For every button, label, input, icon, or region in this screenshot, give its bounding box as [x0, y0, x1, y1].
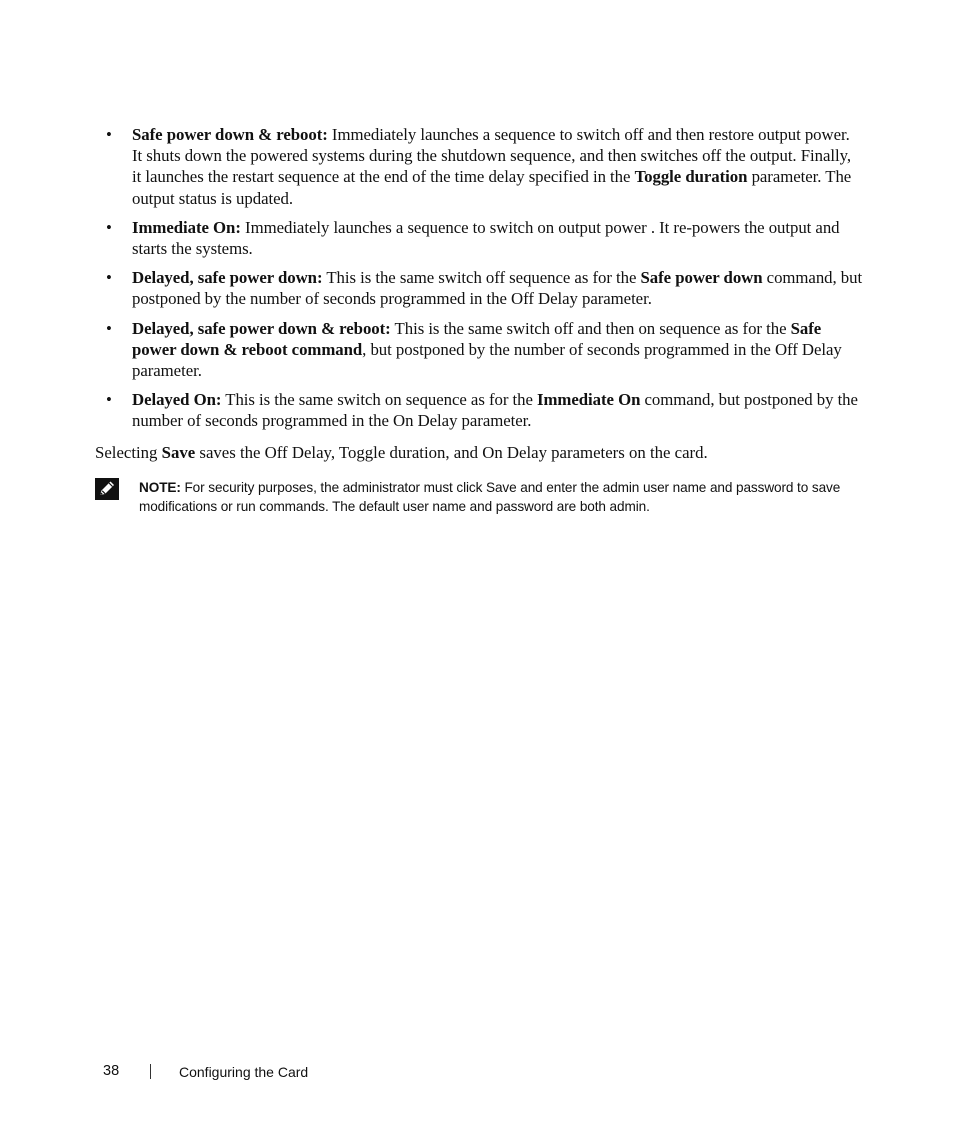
list-item	[104, 217, 864, 259]
bullet-text: This is the same switch off sequence as for the	[322, 268, 641, 288]
bullet-marker: •	[106, 390, 112, 410]
bullet-term: Delayed On:	[132, 390, 222, 410]
list-item	[104, 124, 864, 209]
bullet-text: This is the same switch on sequence as for the	[221, 390, 538, 410]
paragraph-bold-save: Save	[161, 443, 196, 462]
bullet-term-inline: Immediate On	[537, 390, 641, 410]
bullet-list	[104, 124, 864, 440]
bullet-marker: •	[106, 318, 112, 338]
bullet-term: Immediate On:	[132, 217, 241, 237]
bullet-term-inline: Toggle duration	[634, 167, 748, 187]
note-label: NOTE:	[139, 480, 181, 495]
bullet-term: Delayed, safe power down:	[132, 268, 323, 288]
page-number: 38	[103, 1063, 120, 1079]
bullet-text-end: command, but postponed by the number of seconds programmed in the On Delay parameter.	[132, 390, 858, 431]
bullet-term-inline: Safe power down	[640, 268, 763, 288]
bullet-term: Safe power down & reboot:	[132, 125, 328, 144]
bullet-text: This is the same switch off and then on sequence as for the	[390, 318, 791, 338]
note-text	[139, 478, 879, 516]
bullet-text-end: , but postponed by the number of seconds programmed in the Off Delay parameter.	[132, 339, 842, 381]
list-item	[104, 267, 864, 309]
bullet-term-inline: Safe power down & reboot command	[132, 318, 822, 359]
bullet-term: Delayed, safe power down & reboot:	[132, 318, 391, 338]
footer-section-title: Configuring the Card	[179, 1064, 309, 1080]
save-paragraph	[95, 442, 875, 463]
bullet-text: Immediately launches a sequence to switch off and then restore output power. It shuts down the powered systems during the shutdown sequence, and then switches off the output. Finally, it launches the restart sequence at the end of the time delay specified in the	[132, 125, 851, 187]
paragraph-text-end: saves the Off Delay, Toggle duration, and On Delay parameters on the card.	[195, 443, 708, 462]
paragraph-text-start: Selecting	[95, 443, 162, 462]
bullet-text-end: parameter. The output status is updated.	[132, 167, 852, 208]
list-item	[104, 389, 864, 431]
bullet-marker: •	[106, 217, 112, 237]
bullet-text: Immediately launches a sequence to switch on output power . It re-powers the output and starts the systems.	[132, 217, 840, 259]
bullet-text-end: command, but postponed by the number of seconds programmed in the Off Delay parameter.	[132, 268, 863, 309]
footer-divider	[150, 1064, 151, 1079]
list-item	[104, 318, 864, 382]
pencil-note-icon	[95, 478, 119, 500]
bullet-marker: •	[106, 268, 112, 288]
bullet-marker: •	[106, 125, 112, 144]
note-body: For security purposes, the administrator must click Save and enter the admin user name and password to save modifications or run commands. The default user name and password are both admin.	[139, 480, 841, 514]
